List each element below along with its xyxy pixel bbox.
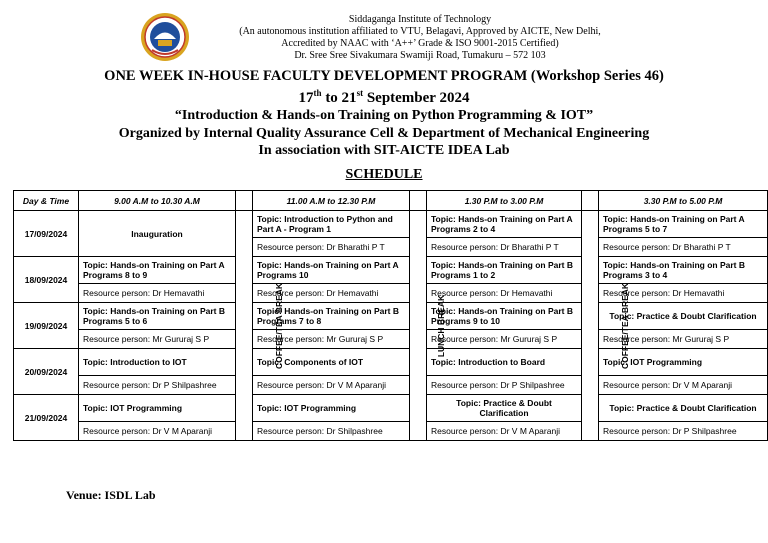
program-title: ONE WEEK IN-HOUSE FACULTY DEVELOPMENT PROGRAM (Workshop Series 46): [104, 68, 664, 84]
topic-cell: Topic: Practice & Doubt Clarification: [427, 395, 582, 422]
table-row: [14, 349, 768, 376]
date-end-suffix: st: [356, 88, 364, 98]
date-start: 17: [298, 90, 314, 106]
day-cell: 17/09/2024: [14, 211, 79, 257]
person-cell: Resource person: Dr Shilpashree: [253, 422, 410, 441]
topic-cell: Topic: Practice & Doubt Clarification: [599, 395, 768, 422]
person-cell: Resource person: Dr Hemavathi: [427, 284, 582, 303]
person-cell: Resource person: Mr Gururaj S P: [599, 330, 768, 349]
institution-address-block: [200, 14, 640, 62]
table-row: [14, 376, 768, 395]
day-cell: 19/09/2024: [14, 303, 79, 349]
day-cell: 20/09/2024: [14, 349, 79, 395]
person-cell: Resource person: Mr Gururaj S P: [427, 330, 582, 349]
person-cell: Resource person: Dr Bharathi P T: [599, 238, 768, 257]
topic-cell: Topic: IOT Programming: [79, 395, 236, 422]
person-cell: Resource person: Dr V M Aparanji: [79, 422, 236, 441]
institution-accreditation: Accredited by NAAC with ‘A++’ Grade & ISO 9001-2015 Certified): [281, 38, 559, 49]
table-row: [14, 303, 768, 330]
person-cell: Resource person: Dr V M Aparanji: [427, 422, 582, 441]
topic-cell: Topic: Introduction to Board: [427, 349, 582, 376]
date-start-suffix: th: [313, 88, 322, 98]
header-break-1: [236, 191, 253, 211]
topic-cell: Topic: Hands-on Training on Part A Programs 5 to 7: [599, 211, 768, 238]
topic-cell: Topic: Hands-on Training on Part B Programs 9 to 10: [427, 303, 582, 330]
institute-logo: [140, 12, 190, 62]
person-cell: Resource person: Dr P Shilpashree: [79, 376, 236, 395]
person-cell: Resource person: Mr Gururaj S P: [253, 330, 410, 349]
institution-affiliation: (An autonomous institution affiliated to VTU, Belagavi, Approved by AICTE, New Delhi,: [239, 26, 601, 37]
table-row: [14, 422, 768, 441]
person-cell: Resource person: Dr Hemavathi: [79, 284, 236, 303]
person-cell: Resource person: Dr V M Aparanji: [599, 376, 768, 395]
person-cell: Resource person: Dr Hemavathi: [599, 284, 768, 303]
table-row: [14, 211, 768, 238]
topic-cell: Topic: Hands-on Training on Part B Programs 5 to 6: [79, 303, 236, 330]
header-break-3: [582, 191, 599, 211]
day-cell: 21/09/2024: [14, 395, 79, 441]
coffee-break-1-label: COFFEE/TEA BREAK: [274, 282, 285, 369]
coffee-break-2-label: COFFEE/TEA BREAK: [620, 282, 631, 369]
topic-cell: Topic: Hands-on Training on Part A Programs 2 to 4: [427, 211, 582, 238]
organized-by: Organized by Internal Quality Assurance Cell & Department of Mechanical Engineering: [118, 126, 650, 141]
venue-label: Venue: ISDL Lab: [66, 488, 156, 502]
header-slot-1: 9.00 A.M to 10.30 A.M: [79, 191, 236, 211]
inauguration-cell: Inauguration: [79, 211, 236, 257]
topic-cell: Topic: Hands-on Training on Part A Programs 10: [253, 257, 410, 284]
coffee-break-2: [582, 211, 631, 441]
schedule-heading: SCHEDULE: [345, 167, 423, 182]
topic-title: “Introduction & Hands-on Training on Python Programming & IOT”: [174, 108, 594, 123]
header-slot-2: 11.00 A.M to 12.30 P.M: [253, 191, 410, 211]
date-end: September 2024: [363, 90, 470, 106]
header-day-time: Day & Time: [14, 191, 79, 211]
topic-cell: Topic: Practice & Doubt Clarification: [599, 303, 768, 330]
topic-cell: Topic: Hands-on Training on Part B Programs 7 to 8: [253, 303, 410, 330]
lunch-break: [410, 211, 447, 441]
person-cell: Resource person: Dr Bharathi P T: [427, 238, 582, 257]
institution-name: Siddaganga Institute of Technology: [348, 14, 492, 25]
person-cell: Resource person: Dr P Shilpashree: [599, 422, 768, 441]
schedule-table: [13, 190, 768, 441]
lunch-break-label: LUNCH BREAK: [436, 294, 447, 357]
topic-cell: Topic: Hands-on Training on Part B Programs 1 to 2: [427, 257, 582, 284]
topic-cell: Topic: Hands-on Training on Part A Programs 8 to 9: [79, 257, 236, 284]
header-slot-3: 1.30 P.M to 3.00 P.M: [427, 191, 582, 211]
program-dates: [0, 88, 768, 107]
person-cell: Resource person: Dr Hemavathi: [253, 284, 410, 303]
association: In association with SIT-AICTE IDEA Lab: [258, 143, 510, 158]
topic-cell: Topic: Hands-on Training on Part B Programs 3 to 4: [599, 257, 768, 284]
table-header-row: [14, 191, 768, 211]
person-cell: Resource person: Dr V M Aparanji: [253, 376, 410, 395]
table-row: [14, 257, 768, 284]
date-mid: to 21: [321, 90, 357, 106]
topic-cell: Topic: Introduction to IOT: [79, 349, 236, 376]
topic-cell: Topic: Components of IOT: [253, 349, 410, 376]
table-row: [14, 284, 768, 303]
topic-cell: Topic: IOT Programming: [253, 395, 410, 422]
person-cell: Resource person: Mr Gururaj S P: [79, 330, 236, 349]
table-row: [14, 330, 768, 349]
table-row: [14, 395, 768, 422]
coffee-break-1: [236, 211, 285, 441]
day-cell: 18/09/2024: [14, 257, 79, 303]
topic-cell: Topic: IOT Programming: [599, 349, 768, 376]
header-break-2: [410, 191, 427, 211]
person-cell: Resource person: Dr Bharathi P T: [253, 238, 410, 257]
header-slot-4: 3.30 P.M to 5.00 P.M: [599, 191, 768, 211]
person-cell: Resource person: Dr P Shilpashree: [427, 376, 582, 395]
institution-address: Dr. Sree Sree Sivakumara Swamiji Road, Tumakuru – 572 103: [294, 50, 546, 61]
topic-cell: Topic: Introduction to Python and Part A - Program 1: [253, 211, 410, 238]
